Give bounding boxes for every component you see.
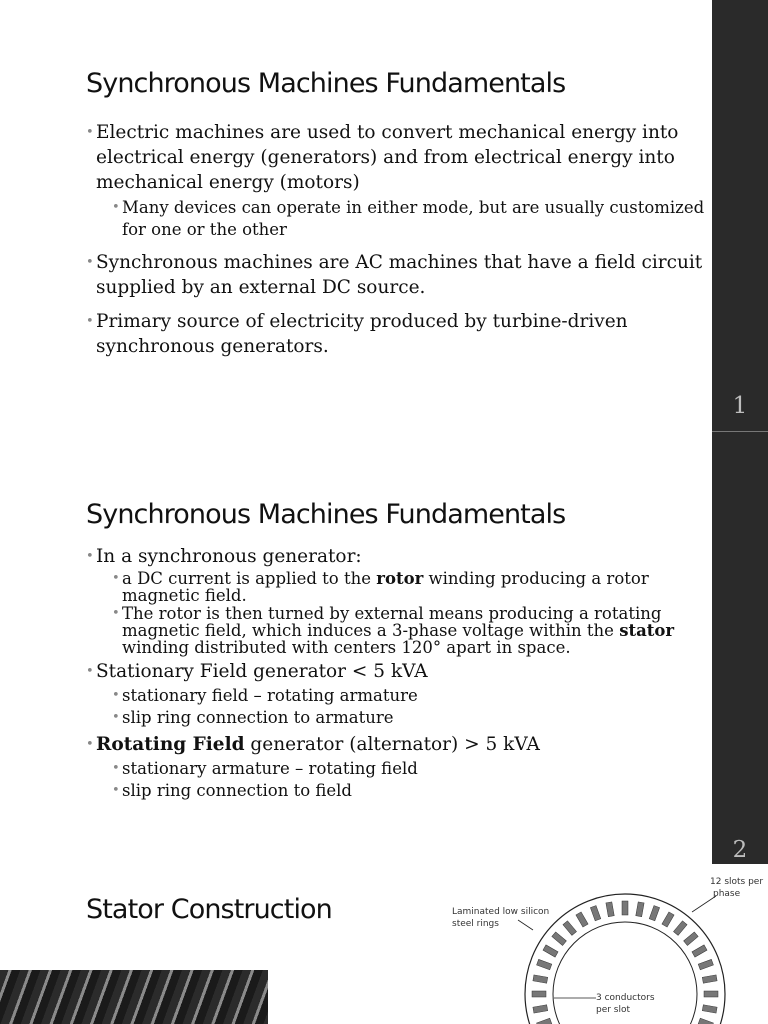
slide-3 [0, 864, 768, 1024]
slide-title: Stator Construction [86, 894, 332, 925]
sub-bullet-text: winding producing a rotor magnetic field. [122, 569, 649, 605]
stator-slot [537, 959, 552, 969]
stator-slot [702, 1005, 717, 1013]
slide-2 [0, 432, 768, 864]
sub-bullet-text: slip ring connection to armature [122, 708, 394, 727]
sub-bullet-item [112, 570, 706, 604]
stator-slot [698, 1018, 713, 1024]
stator-slot [698, 959, 713, 969]
bullet-text: In a synchronous generator: [96, 546, 362, 567]
bullet-item [86, 734, 706, 802]
sub-bullet-list [112, 197, 706, 241]
slide-sidebar [712, 432, 768, 864]
bullet-item [86, 546, 706, 656]
bullet-text: Primary source of electricity produced by turbine-driven synchronous generators. [96, 311, 628, 357]
bold-term-rotor: rotor [376, 569, 424, 588]
stator-slot [537, 1018, 552, 1024]
sub-bullet-text: stationary field – rotating armature [122, 686, 418, 705]
stator-photo [0, 970, 268, 1024]
sub-bullet-text: slip ring connection to field [122, 781, 352, 800]
bullet-text: Synchronous machines are AC machines that have a field circuit supplied by an external DC source. [96, 252, 703, 298]
stator-slot [563, 921, 577, 936]
sub-bullet-item [112, 605, 706, 656]
stator-slot [684, 932, 699, 946]
bullet-list [86, 546, 706, 807]
bullet-list [86, 120, 706, 368]
slide-sidebar [712, 0, 768, 432]
sub-bullet-text: The rotor is then turned by external means producing a rotating magnetic field, which induces a 3-phase voltage within the [122, 604, 662, 640]
diagram-label: steel rings [452, 919, 499, 929]
stator-slot [649, 906, 659, 921]
stator-diagram [430, 864, 768, 1024]
sub-bullet-list [112, 758, 706, 802]
sub-bullet-text: winding distributed with centers 120° apart in space. [122, 638, 571, 657]
slide-title: Synchronous Machines Fundamentals [86, 499, 566, 530]
diagram-label: 3 conductors [596, 993, 655, 1003]
sub-bullet-item [112, 780, 706, 802]
bold-term-rotating-field: Rotating Field [96, 734, 245, 755]
bullet-item [86, 309, 706, 359]
stator-slot [673, 921, 687, 936]
sub-bullet-text: Many devices can operate in either mode, but are usually customized for one or the other [122, 198, 705, 239]
stator-slot [622, 901, 628, 915]
bullet-item [86, 661, 706, 729]
sub-bullet-item [112, 197, 706, 241]
slide-number: 2 [732, 837, 748, 863]
sub-bullet-item [112, 707, 706, 729]
bullet-text: Electric machines are used to convert mechanical energy into electrical energy (generators) and from electrical energy into mechanical energy (motors) [96, 122, 679, 193]
diagram-label: phase [713, 889, 741, 899]
stator-slot [533, 975, 548, 983]
leader-line [518, 920, 533, 930]
diagram-label: per slot [596, 1005, 631, 1015]
slide-title: Synchronous Machines Fundamentals [86, 68, 566, 99]
bullet-item [86, 120, 706, 241]
bullet-text: Stationary Field generator < 5 kVA [96, 661, 428, 682]
diagram-label: 12 slots per [710, 877, 764, 887]
bold-term-stator: stator [619, 621, 675, 640]
bullet-item [86, 250, 706, 300]
stator-slot [662, 912, 674, 927]
sub-bullet-list [112, 570, 706, 656]
sub-bullet-list [112, 685, 706, 729]
diagram-label: Laminated low silicon [452, 907, 550, 917]
sub-bullet-text: stationary armature – rotating field [122, 759, 418, 778]
stator-slot [702, 975, 717, 983]
sub-bullet-item [112, 758, 706, 780]
stator-slot [552, 932, 567, 946]
slide-1 [0, 0, 768, 432]
stator-slot [606, 902, 614, 917]
stator-slot [636, 902, 644, 917]
stator-slot [692, 945, 707, 957]
bullet-text: generator (alternator) > 5 kVA [244, 734, 540, 755]
sub-bullet-text: a DC current is applied to the [122, 569, 377, 588]
stator-slot [704, 991, 718, 997]
stator-slot [590, 906, 600, 921]
stator-slot [576, 912, 588, 927]
sub-bullet-item [112, 685, 706, 707]
stator-slot [543, 945, 558, 957]
stator-slot [533, 1005, 548, 1013]
stator-slot [532, 991, 546, 997]
slide-number: 1 [732, 393, 748, 419]
